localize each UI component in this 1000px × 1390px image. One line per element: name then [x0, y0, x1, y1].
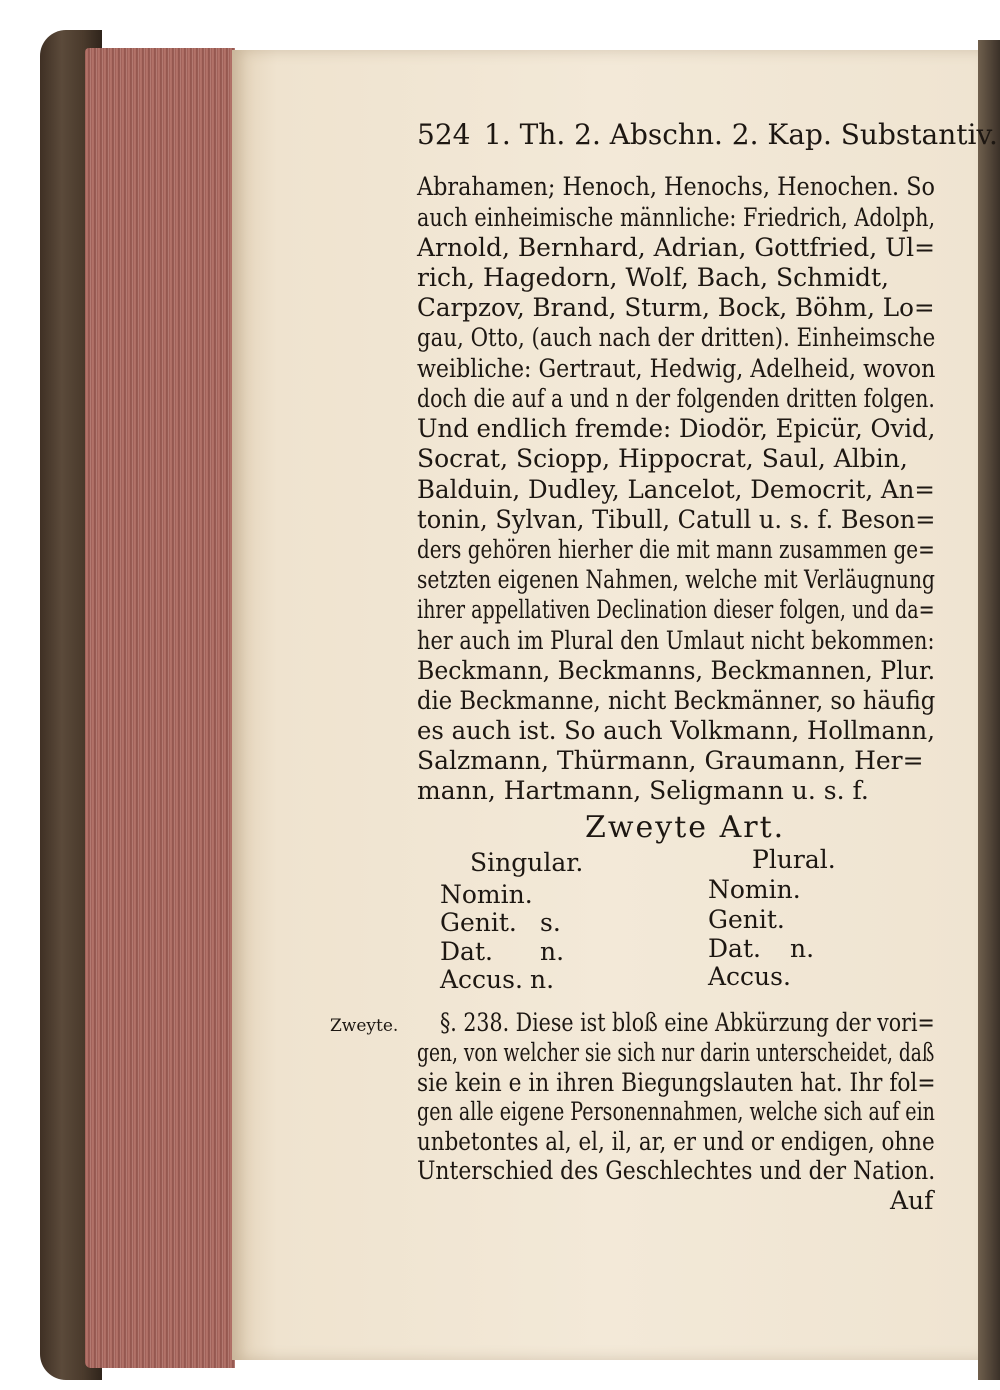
- text-line: unbetontes al, el, il, ar, er und or endigen, ohne: [417, 1127, 935, 1156]
- case-singular: Accus.: [440, 965, 523, 994]
- text-line: Beckmann, Beckmanns, Beckmannen, Plur.: [417, 656, 936, 685]
- text-line: Socrat, Sciopp, Hippocrat, Saul, Albin,: [417, 444, 908, 473]
- ending-plural: n.: [790, 934, 815, 963]
- text-line: doch die auf a und n der folgenden dritten folgen.: [417, 384, 935, 413]
- singular-header: Singular.: [470, 848, 584, 877]
- text-line: mann, Hartmann, Seligmann u. s. f.: [417, 776, 869, 805]
- case-plural: Accus.: [708, 962, 791, 991]
- text-line: her auch im Plural den Umlaut nicht bekommen:: [417, 626, 935, 655]
- text-line: die Beckmanne, nicht Beckmänner, so häufig: [417, 686, 936, 715]
- ending-singular: s.: [540, 908, 561, 937]
- section-title: Zweyte Art.: [585, 810, 786, 845]
- plural-header: Plural.: [752, 845, 836, 874]
- text-line: gen alle eigene Personennahmen, welche sich auf ein: [417, 1097, 935, 1126]
- case-singular: Dat.: [440, 937, 493, 966]
- text-line: tonin, Sylvan, Tibull, Catull u. s. f. Beson=: [417, 505, 936, 534]
- text-line: Abrahamen; Henoch, Henochs, Henochen. So: [417, 172, 935, 201]
- text-line: §. 238. Diese ist bloß eine Abkürzung der vori=: [440, 1008, 935, 1037]
- page-edges: [85, 48, 235, 1368]
- case-singular: Genit.: [440, 908, 517, 937]
- text-line: Und endlich fremde: Diodör, Epicür, Ovid,: [417, 414, 936, 443]
- text-line: ders gehören hierher die mit mann zusammen ge=: [417, 535, 935, 564]
- case-plural: Genit.: [708, 905, 785, 934]
- text-line: setzten eigenen Nahmen, welche mit Verläugnung: [417, 565, 935, 594]
- text-line: sie kein e in ihren Biegungslauten hat. Ihr fol=: [417, 1068, 936, 1097]
- running-head: 1. Th. 2. Abschn. 2. Kap. Substantiv.: [484, 118, 998, 151]
- text-line: Arnold, Bernhard, Adrian, Gottfried, Ul=: [417, 233, 936, 262]
- text-line: auch einheimische männliche: Friedrich, Adolph,: [417, 203, 936, 232]
- right-edge: [978, 40, 1000, 1380]
- page-number: 524: [417, 118, 471, 151]
- text-line: Unterschied des Geschlechtes und der Nation.: [417, 1156, 936, 1185]
- case-plural: Nomin.: [708, 875, 801, 904]
- case-plural: Dat.: [708, 934, 761, 963]
- text-line: gen, von welcher sie sich nur darin unterscheidet, daß: [417, 1038, 935, 1067]
- text-line: Balduin, Dudley, Lancelot, Democrit, An=: [417, 475, 935, 504]
- text-line: rich, Hagedorn, Wolf, Bach, Schmidt,: [417, 263, 889, 292]
- text-line: gau, Otto, (auch nach der dritten). Einheimsche: [417, 323, 936, 352]
- ending-singular: n.: [530, 965, 555, 994]
- case-singular: Nomin.: [440, 880, 533, 909]
- catchword: Auf: [890, 1186, 934, 1215]
- text-line: es auch ist. So auch Volkmann, Hollmann,: [417, 716, 935, 745]
- text-line: ihrer appellativen Declination dieser folgen, und da=: [417, 595, 935, 624]
- text-line: Carpzov, Brand, Sturm, Bock, Böhm, Lo=: [417, 293, 935, 322]
- ending-singular: n.: [540, 937, 565, 966]
- text-line: weibliche: Gertraut, Hedwig, Adelheid, wovon: [417, 354, 936, 383]
- text-line: Salzmann, Thürmann, Graumann, Her=: [417, 746, 924, 775]
- margin-note: Zweyte.: [330, 1016, 399, 1036]
